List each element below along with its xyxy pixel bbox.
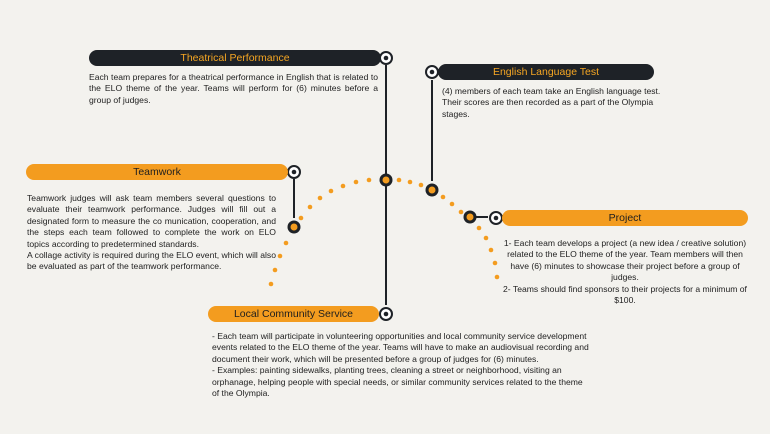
project-header	[502, 210, 748, 226]
local-community-service-header	[208, 306, 379, 322]
theatrical-performance-description: Each team prepares for a theatrical performance in English that is related to the ELO theme of the year. Teams will perform for (6) minutes before a group of judges.	[89, 72, 378, 105]
english-language-test-description: (4) members of each team take an English language test. Their scores are then recorded as a part of the Olympia stages.	[442, 86, 661, 119]
english-language-test-header	[438, 64, 654, 80]
local-community-service-title: Local Community Service	[233, 308, 354, 320]
english-language-test-title: English Language Test	[492, 66, 600, 78]
dotted-arc	[269, 178, 500, 287]
theatrical-performance-title: Theatrical Performance	[180, 52, 290, 64]
teamwork-description: Teamwork judges will ask team members several questions to evaluate their teamwork performance. Judges will fill out a designated form to measure the co munication, cooperation, and the steps each team followed to complete the work on ELO topics according to predetermined standards. A collage activity is required during the ELO event, which will also be evaluated as part of the teamwork performance.	[27, 193, 276, 272]
project-description: 1- Each team develops a project (a new idea / creative solution) related to the ELO theme of the year. Team members will then have (6) minutes to showcase their project before a group of judges. 2- Teams should find sponsors to their projects for a minimum of $100.	[503, 238, 747, 306]
arc-nodes	[288, 174, 477, 234]
teamwork-title: Teamwork	[133, 166, 181, 178]
local-community-service-description: - Each team will participate in volunteering opportunities and local community service development events related to the ELO theme of the year. Teams will have to make an audiovisual recording and document their work, which will be presented before a group of judges for (6) minutes. - Examples: painting sidewalks, planting trees, cleaning a street or neighborhood, visiting an orphanage, helping people with special needs, or similar community services related to the theme of the Olympia.	[212, 331, 589, 399]
project-title: Project	[608, 212, 642, 224]
theatrical-performance-header	[89, 50, 381, 66]
teamwork-header	[26, 164, 288, 180]
